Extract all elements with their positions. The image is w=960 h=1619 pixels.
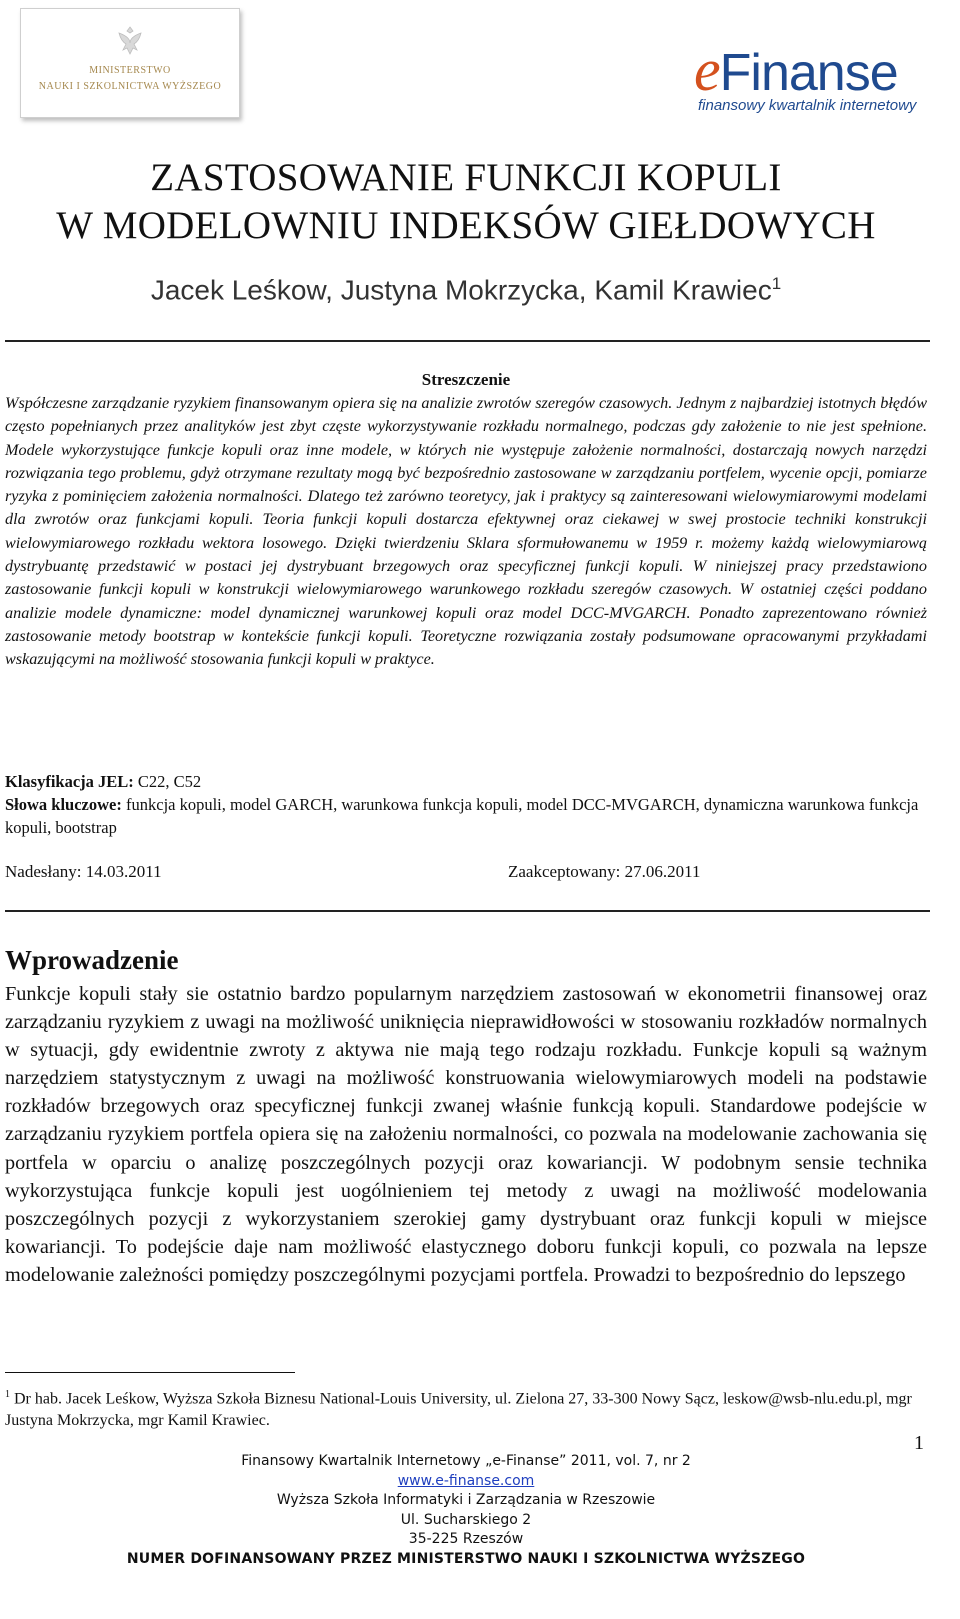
authors-names: Jacek Leśkow, Justyna Mokrzycka, Kamil Krawiec <box>150 274 772 306</box>
authors-footnote-mark: 1 <box>771 274 782 293</box>
ministry-logo <box>20 8 240 118</box>
footer-city: 35-225 Rzeszów <box>408 1531 524 1547</box>
paper-title <box>0 154 932 250</box>
jel-label: Klasyfikacja JEL: <box>5 772 134 791</box>
footer-street: Ul. Sucharskiego 2 <box>400 1511 532 1528</box>
section-heading: Wprowadzenie <box>5 945 179 975</box>
footnote <box>5 1384 930 1432</box>
eagle-emblem-icon <box>113 25 147 61</box>
jel-classification <box>5 770 927 793</box>
efinanse-e: e <box>694 37 720 103</box>
intro-paragraph: Funkcje kopuli stały sie ostatnio bardzo popularnym narzędziem zastosowań w ekonometrii finansowej oraz zarządzaniu ryzykiem z uwagi na możliwość uniknięcia nieprawidłowości w stosowaniu rozkładów normalnych w sytuacji, gdy ewidentnie zwroty z aktywa nie mają tego rodzaju rozkładu. Funkcje kopuli są ważnym narzędziem statystycznym z uwagi na możliwość konstruowania wielowymiarowych modeli na podstawie rozkładów brzegowych oraz specyficznej funkcji zwanej właśnie funkcją kopuli. Standardowe podejście w zarządzaniu ryzykiem portfela opiera się na założeniu normalności, co pozwala na modelowanie zachowania się portfela w oparciu o analizę poszczególnych pozycji oraz kowariancji. W podobnym sensie technika wykorzystująca funkcje kopuli jest uogólnieniem tej metody z uwagi na możliwość modelowania poszczególnych pozycji z wykorzystaniem szerokiej gamy dystrybuant oraz funkcji kopuli w miejsce kowariancji. To podejście daje nam możliwość elastycznego doboru funkcji kopuli, co pozwala na lepsze modelowanie zależności pomiędzy poszczególnymi pozycjami portfela. Prowadzi to bezpośrednio do lepszego <box>5 983 927 1286</box>
top-divider <box>5 340 930 342</box>
authors <box>0 274 932 306</box>
footer-funding: NUMER DOFINANSOWANY PRZEZ MINISTERSTWO NAUKI I SZKOLNICTWA WYŻSZEGO <box>126 1550 806 1567</box>
efinanse-wordmark <box>694 37 924 103</box>
submitted-date: Nadesłany: 14.03.2011 <box>5 862 162 881</box>
efinanse-name: Finanse <box>719 44 898 102</box>
footer-journal: Finansowy Kwartalnik Internetowy „e-Finanse” 2011, vol. 7, nr 2 <box>241 1453 691 1469</box>
abstract-heading: Streszczenie <box>421 370 511 389</box>
ministry-logo-line2: NAUKI I SZKOLNICTWA WYŻSZEGO <box>38 81 222 92</box>
keywords-value: funkcja kopuli, model GARCH, warunkowa funkcja kopuli, model DCC-MVGARCH, dynamiczna warunkowa funkcja kopuli, bootstrap <box>5 795 919 837</box>
footnote-text: Dr hab. Jacek Leśkow, Wyższa Szkoła Biznesu National-Louis University, ul. Zielona 27, 33-300 Nowy Sącz, leskow@wsb-nlu.edu.pl, mgr Justyna Mokrzycka, mgr Kamil Krawiec. <box>5 1390 912 1430</box>
middle-divider <box>5 910 930 912</box>
paper-title-line1: ZASTOSOWANIE FUNKCJI KOPULI <box>150 156 782 199</box>
paper-title-line2: W MODELOWNIU INDEKSÓW GIEŁDOWYCH <box>56 204 876 247</box>
page-number: 1 <box>914 1432 924 1454</box>
efinanse-tagline: finansowy kwartalnik internetowy <box>698 97 917 114</box>
dates-row <box>5 862 927 882</box>
page-footer <box>0 1452 932 1569</box>
keywords <box>5 793 927 839</box>
ministry-logo-line1: MINISTERSTWO <box>89 65 171 76</box>
footer-school: Wyższa Szkoła Informatyki i Zarządzania w Rzeszowie <box>276 1492 656 1508</box>
footnote-divider <box>5 1372 295 1373</box>
footnote-mark: 1 <box>5 1389 10 1400</box>
footer-url-link[interactable]: www.e-finanse.com <box>397 1472 535 1489</box>
accepted-date: Zaakceptowany: 27.06.2011 <box>508 862 701 881</box>
efinanse-logo <box>694 37 924 124</box>
keywords-label: Słowa kluczowe: <box>5 795 122 814</box>
abstract-text: Współczesne zarządzanie ryzykiem finansowanym opiera się na analizie zwrotów szeregów czasowych. Jednym z najbardziej istotnych błędów często popełnianych przez analityków jest zbyt częste wykorzystywanie rozkładu normalnego, podczas gdy założenie to nie jest spełnione. Modele wykorzystujące funkcje kopuli oraz inne modele, w których nie występuje założenie normalności, dostarczają nowych narzędzi rozwiązania tego problemu, gdyż otrzymane rezultaty mogą być bezpośrednio zastosowane w zarządzaniu portfelem, wycenie opcji, pomiarze ryzyka z pominięciem założenia normalności. Dlatego też zarówno teoretycy, jak i praktycy są zainteresowani wielowymiarowymi modelami dla zwrotów oraz funkcjami kopuli. Teoria funkcji kopuli dostarcza efektywnej oraz ciekawej w swej prostocie techniki konstrukcji wielowymiarowego rozkładu wektora losowego. Dzięki twierdzeniu Sklara sformułowanemu w 1959 r. możemy każdą wielowymiarową dystrybuantę przedstawić w postaci jej dystrybuant brzegowych oraz specyficznej funkcji kopuli. W niniejszej pracy przedstawiono zastosowanie funkcji kopuli w konstrukcji wielowymiarowego warunkowego rozkładu szeregów czasowych. W ostatniej części poddano analizie modele dynamiczne: model dynamicznej warunkowej kopuli oraz model DCC-MVGARCH. Ponadto zaprezentowano również zastosowanie metody bootstrap w kontekście funkcji kopuli. Teoretyczne rozwiązania zostały podsumowane opracowanymi przykładami wskazującymi na możliwość stosowania funkcji kopuli w praktyce. <box>5 394 927 669</box>
jel-value: C22, C52 <box>133 772 202 791</box>
